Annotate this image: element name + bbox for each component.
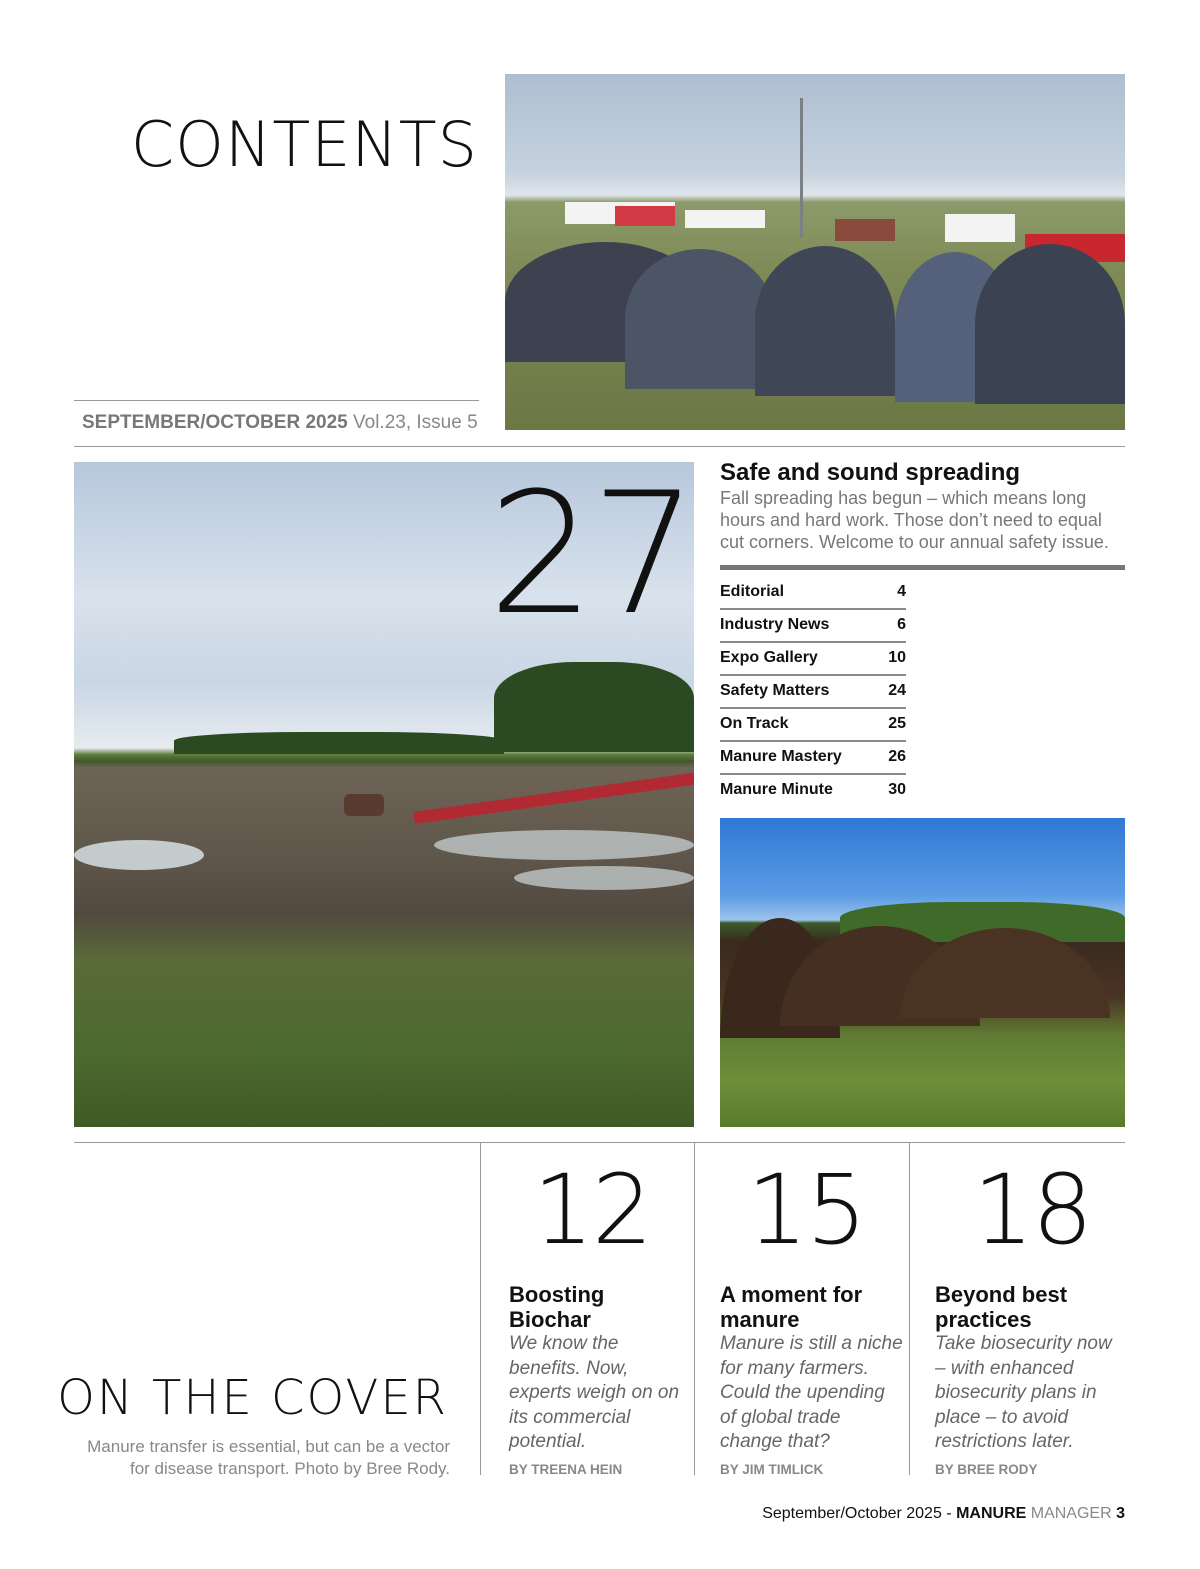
department-label: Industry News — [720, 616, 830, 633]
department-page: 4 — [897, 583, 906, 600]
issue-top-rule — [74, 400, 479, 401]
department-row[interactable] — [720, 576, 906, 610]
footer-brand-bold: MANURE — [956, 1505, 1027, 1522]
contents-heading: CONTENTS — [130, 108, 478, 181]
feature-title[interactable]: Safe and sound spreading — [720, 459, 1021, 486]
footer-brand-light: MANAGER — [1026, 1505, 1112, 1522]
article-page-number: 15 — [746, 1154, 866, 1266]
feature-divider — [720, 565, 1125, 570]
page-footer — [762, 1505, 1125, 1523]
article-title[interactable]: Beyond best practices — [935, 1282, 1068, 1332]
article-page-number: 12 — [532, 1154, 652, 1266]
bottom-section-rule — [74, 1142, 1125, 1143]
department-page: 25 — [888, 715, 906, 732]
department-label: Expo Gallery — [720, 649, 818, 666]
footer-page-number: 3 — [1116, 1505, 1125, 1522]
feature-description: Fall spreading has begun – which means long hours and hard work. Those don’t need to equal cut corners. Welcome to our annual safety issue. — [720, 488, 1109, 552]
department-label: Manure Mastery — [720, 748, 842, 765]
on-the-cover-heading: ON THE COVER — [57, 1370, 448, 1426]
expo-crowd-photo — [505, 74, 1125, 430]
footer-date: September/October 2025 - — [762, 1505, 957, 1522]
article-description: We know the benefits. Now, experts weigh on on its commercial potential. — [509, 1333, 680, 1452]
issue-info — [82, 412, 478, 434]
article-page-number: 18 — [972, 1154, 1092, 1266]
department-row[interactable] — [720, 609, 906, 643]
department-page: 30 — [888, 781, 906, 798]
article-byline: BY TREENA HEIN — [509, 1462, 623, 1477]
department-row[interactable] — [720, 642, 906, 676]
department-row[interactable] — [720, 675, 906, 709]
department-row[interactable] — [720, 774, 906, 806]
department-label: Safety Matters — [720, 682, 830, 699]
column-divider — [480, 1143, 481, 1475]
department-page: 10 — [888, 649, 906, 666]
department-row[interactable] — [720, 708, 906, 742]
department-label: On Track — [720, 715, 789, 732]
department-label: Editorial — [720, 583, 785, 600]
department-page: 26 — [888, 748, 906, 765]
compost-piles-photo — [720, 818, 1125, 1127]
section-rule — [74, 446, 1125, 447]
article-description: Take biosecurity now – with enhanced biosecurity plans in place – to avoid restrictions later. — [935, 1333, 1112, 1452]
article-byline: BY BREE RODY — [935, 1462, 1038, 1477]
department-page: 24 — [888, 682, 906, 699]
feature-page-number: 27 — [488, 456, 694, 652]
department-page: 6 — [897, 616, 906, 633]
cover-caption: Manure transfer is essential, but can be a vector for disease transport. Photo by Bree Rody. — [87, 1437, 450, 1478]
issue-volume: Vol.23, Issue 5 — [353, 412, 478, 433]
department-row[interactable] — [720, 741, 906, 775]
article-title[interactable]: A moment for manure — [720, 1282, 863, 1332]
department-label: Manure Minute — [720, 781, 833, 798]
article-description: Manure is still a niche for many farmers. Could the upending of global trade change that? — [720, 1333, 903, 1452]
article-byline: BY JIM TIMLICK — [720, 1462, 824, 1477]
issue-date: SEPTEMBER/OCTOBER 2025 — [82, 412, 348, 433]
article-title[interactable]: Boosting Biochar — [509, 1282, 605, 1332]
